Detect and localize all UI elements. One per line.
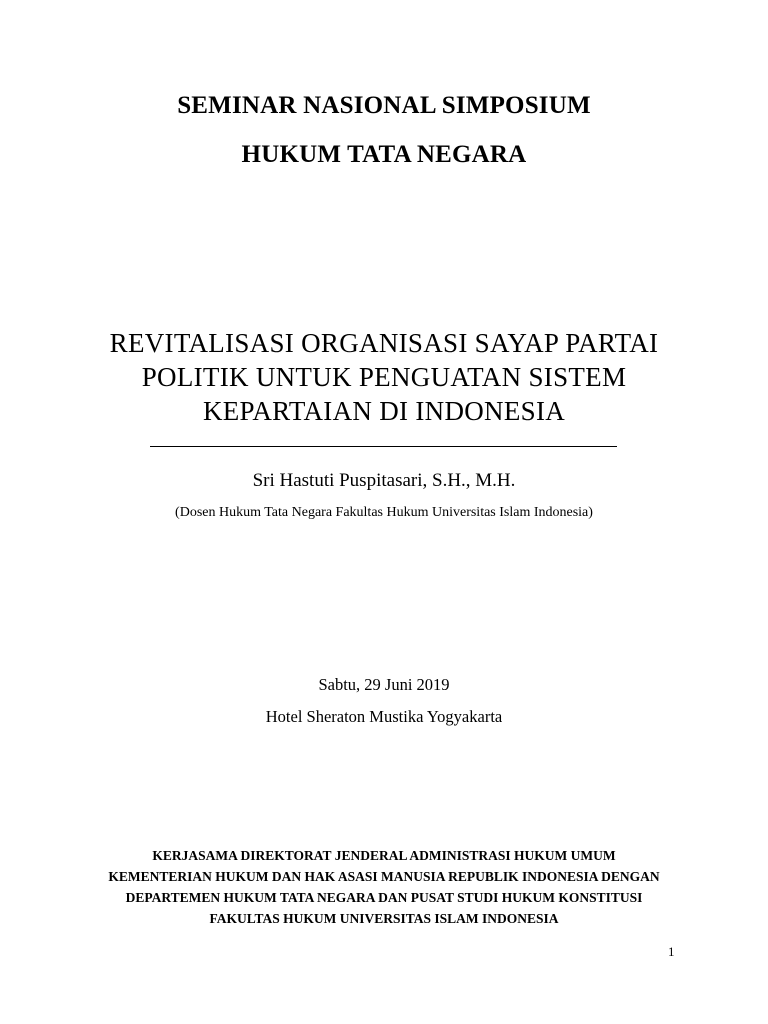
seminar-title-line-2: HUKUM TATA NEGARA: [241, 141, 527, 168]
author-affiliation: (Dosen Hukum Tata Negara Fakultas Hukum Universitas Islam Indonesia): [175, 505, 593, 520]
event-date: Sabtu, 29 Juni 2019: [318, 675, 450, 694]
page-number: 1: [668, 944, 675, 959]
author-name: Sri Hastuti Puspitasari, S.H., M.H.: [252, 470, 516, 491]
seminar-title-line-1: SEMINAR NASIONAL SIMPOSIUM: [177, 92, 591, 119]
collaboration-line-2: KEMENTERIAN HUKUM DAN HAK ASASI MANUSIA REPUBLIK INDONESIA DENGAN: [108, 869, 660, 884]
paper-title-line-2: POLITIK UNTUK PENGUATAN SISTEM: [141, 362, 627, 392]
event-venue: Hotel Sheraton Mustika Yogyakarta: [265, 707, 503, 726]
paper-title-line-1: REVITALISASI ORGANISASI SAYAP PARTAI: [109, 328, 659, 358]
collaboration-line-4: FAKULTAS HUKUM UNIVERSITAS ISLAM INDONESIA: [209, 911, 559, 926]
collaboration-line-3: DEPARTEMEN HUKUM TATA NEGARA DAN PUSAT STUDI HUKUM KONSTITUSI: [125, 890, 643, 905]
title-divider: [150, 446, 617, 447]
collaboration-line-1: KERJASAMA DIREKTORAT JENDERAL ADMINISTRASI HUKUM UMUM: [152, 848, 616, 863]
paper-title-line-3: KEPARTAIAN DI INDONESIA: [202, 396, 566, 426]
